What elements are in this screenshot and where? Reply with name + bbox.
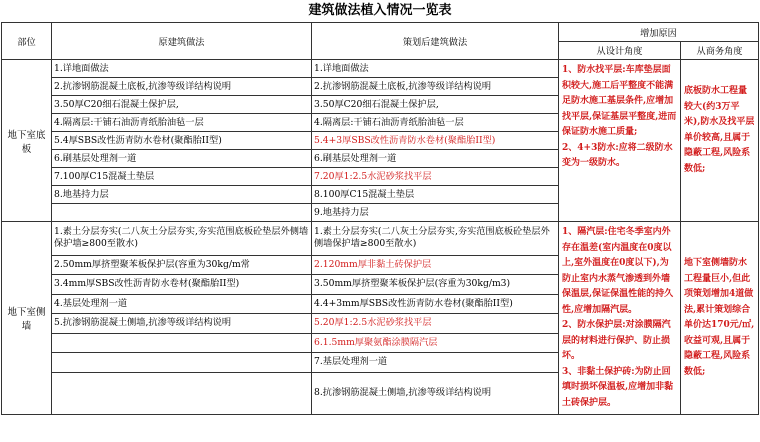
original-item: 5.4厚SBS改性沥青防水卷材(聚酯胎II型) (52, 132, 312, 150)
original-item-empty (52, 372, 312, 414)
construction-table (1, 22, 759, 415)
planned-item-highlight: 7.20厚1:2.5水泥砂浆找平层 (312, 168, 559, 186)
design-reason-para: 1、隔汽层:住宅冬季室内外存在温差(室内温度在0度以上,室外温度在0度以下),为防止室内水蒸气渗透到外墙保温层,保证保温性能的持久性,应增加隔汽层。 (562, 227, 674, 315)
planned-item: 4.隔离层:干铺石油沥青纸胎油毡一层 (312, 114, 559, 132)
planned-item: 8.抗渗钢筋混凝土侧墙,抗渗等级详结构说明 (312, 372, 559, 414)
original-item: 4.基层处理剂一道 (52, 294, 312, 314)
original-item: 3.4mm厚SBS改性沥青防水卷材(聚酯胎II型) (52, 275, 312, 295)
original-item: 8.地基持力层 (52, 186, 312, 204)
header-business: 从商务角度 (681, 41, 759, 60)
original-item: 2.抗渗钢筋混凝土底板,抗渗等级详结构说明 (52, 78, 312, 96)
planned-item: 1.详地面做法 (312, 60, 559, 78)
planned-item-highlight: 5.20厚1:2.5水泥砂浆找平层 (312, 314, 559, 334)
original-item-empty (52, 353, 312, 373)
header-design: 从设计角度 (559, 41, 681, 60)
planned-item-highlight: 6.1.5mm厚聚氨酯涂膜隔汽层 (312, 333, 559, 353)
page-title: 建筑做法植入情况一览表 (308, 3, 452, 18)
design-reason-floor (559, 60, 681, 222)
original-item: 2.50mm厚挤塑聚苯板保护层(容重为30kg/m常 (52, 255, 312, 275)
planned-item: 8.100厚C15混凝土垫层 (312, 186, 559, 204)
design-reason-para: 3、非黏土保护砖:为防止回填时损坏保温板,应增加非黏土砖保护层。 (562, 366, 674, 408)
planned-item: 9.地基持力层 (312, 204, 559, 222)
original-item: 7.100厚C15混凝土垫层 (52, 168, 312, 186)
header-reason: 增加原因 (559, 23, 759, 42)
header-planned: 策划后建筑做法 (312, 23, 559, 60)
planned-item: 6.刷基层处理剂一道 (312, 150, 559, 168)
planned-item: 3.50厚C20细石混凝土保护层, (312, 96, 559, 114)
section-part-floor: 地下室底板 (2, 60, 52, 222)
original-item: 1.详地面做法 (52, 60, 312, 78)
original-item-empty (52, 333, 312, 353)
design-reason-para: 1、防水找平层:车库垫层面积较大,施工后平整度不能满足防水施工基层条件,应增加找平层,保证基层平整度,进而保证防水施工质量; (562, 65, 677, 137)
design-reason-wall (559, 222, 681, 415)
original-item: 5.抗渗钢筋混凝土侧墙,抗渗等级详结构说明 (52, 314, 312, 334)
original-item: 1.素土分层夯实(二八灰土分层夯实,夯实范围底板砼垫层外侧墙保护墙≥800至散水) (52, 222, 312, 256)
header-original: 原建筑做法 (52, 23, 312, 60)
business-reason-wall: 地下室侧墙防水工程量巨小,但此项策划增加4道做法,累计策划综合单价达170元/㎡,收益可观,且属于隐蔽工程,风险系数低; (681, 222, 759, 415)
planned-item: 1.素土分层夯实(二八灰土分层夯实,夯实范围底板砼垫层外侧墙保护墙≥800至散水) (312, 222, 559, 256)
original-item-empty (52, 204, 312, 222)
original-item: 3.50厚C20细石混凝土保护层, (52, 96, 312, 114)
planned-item: 7.基层处理剂一道 (312, 353, 559, 373)
original-item: 4.隔离层:干铺石油沥青纸胎油毡一层 (52, 114, 312, 132)
planned-item: 4.4+3mm厚SBS改性沥青防水卷材(聚酯胎II型) (312, 294, 559, 314)
design-reason-para: 2、4+3防水:应将二级防水变为一级防水。 (562, 142, 673, 168)
section-part-wall: 地下室侧墙 (2, 222, 52, 415)
header-part: 部位 (2, 23, 52, 60)
planned-item-highlight: 5.4+3厚SBS改性沥青防水卷材(聚酯胎II型) (312, 132, 559, 150)
business-reason-floor: 底板防水工程量较大(约3万平米),防水及找平层单价较高,且属于隐蔽工程,风险系数低; (681, 60, 759, 222)
planned-item-highlight: 2.120mm厚非黏土砖保护层 (312, 255, 559, 275)
planned-item: 2.抗渗钢筋混凝土底板,抗渗等级详结构说明 (312, 78, 559, 96)
design-reason-para: 2、防水保护层:对涂膜隔汽层的材料进行保护、防止损坏。 (562, 320, 671, 361)
planned-item: 3.50mm厚挤塑聚苯板保护层(容重为30kg/m3) (312, 275, 559, 295)
original-item: 6.刷基层处理剂一道 (52, 150, 312, 168)
